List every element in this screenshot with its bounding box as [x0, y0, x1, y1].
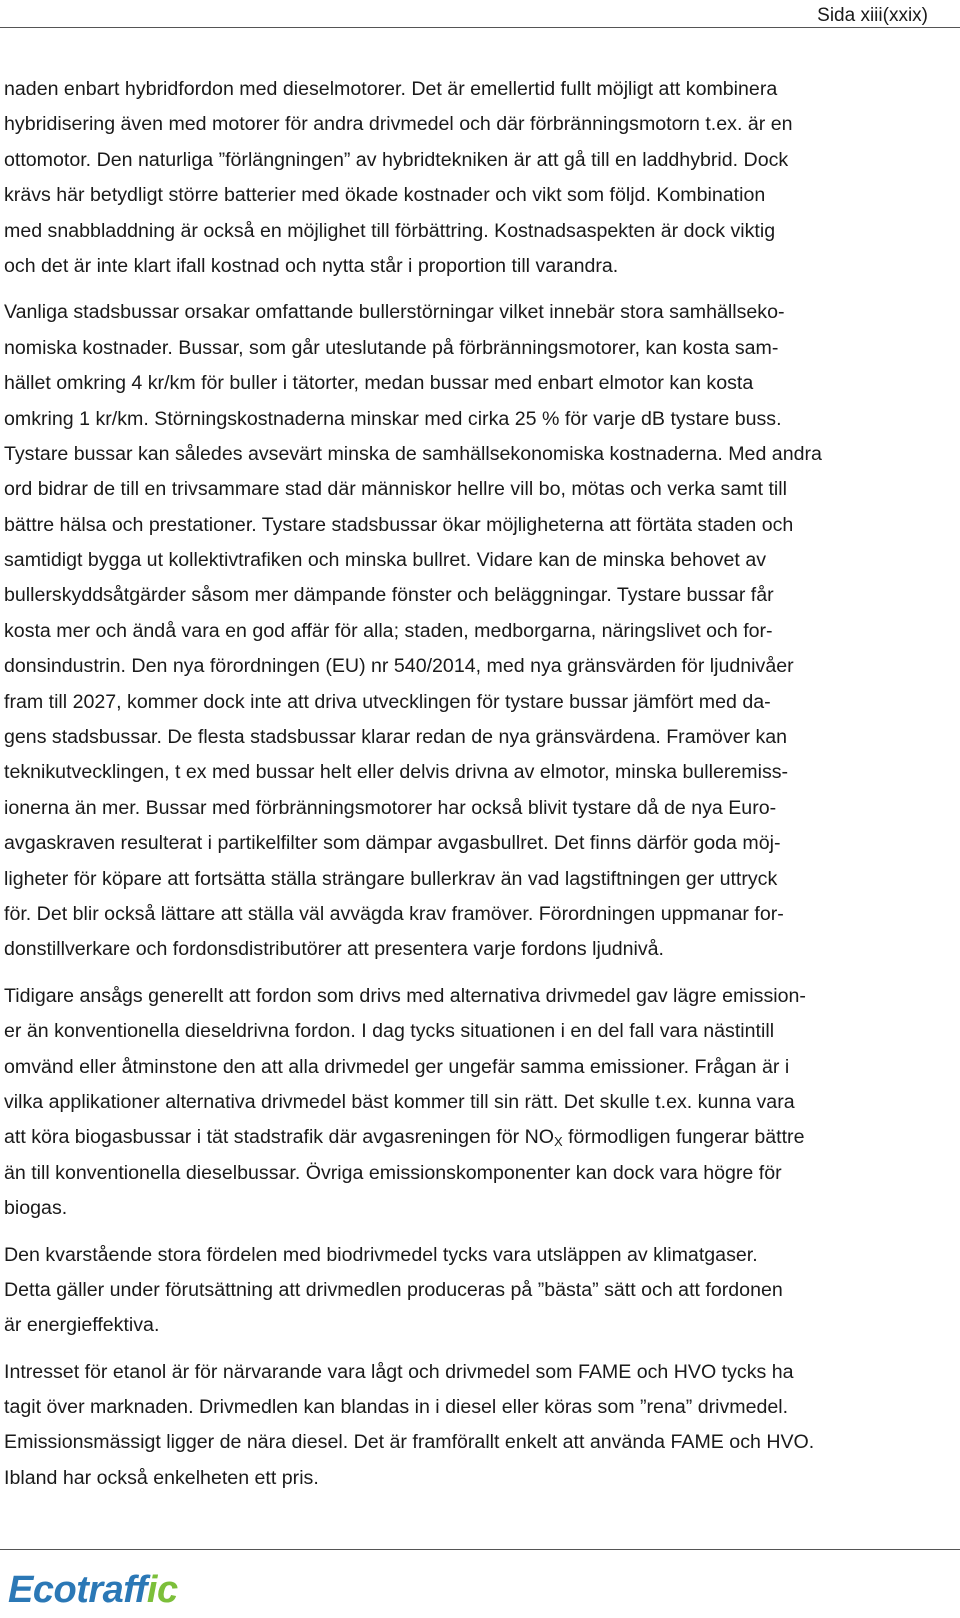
text-line: ionerna än mer. Bussar med förbränningsmotorer har också blivit tystare då de nya Euro- [4, 796, 777, 819]
paragraph-hybrid [4, 72, 956, 284]
text-line: bullerskyddsåtgärder såsom mer dämpande fönster och beläggningar. Tystare bussar får [4, 584, 774, 607]
body-text [4, 72, 956, 1507]
text-line: donstillverkare och fordonsdistributörer att presentera varje fordons ljudnivå. [4, 938, 664, 961]
text-line: Vanliga stadsbussar orsakar omfattande bullerstörningar vilket innebär stora samhällseko- [4, 301, 785, 324]
text-line: biogas. [4, 1197, 68, 1220]
text-line: krävs här betydligt större batterier med ökade kostnader och vikt som följd. Kombination [4, 184, 766, 207]
text-line: ligheter för köpare att fortsätta ställa strängare bullerkrav än vad lagstiftningen ger uttryck [4, 867, 778, 890]
text-line: ottomotor. Den naturliga ”förlängningen” av hybridtekniken är att gå till en laddhybrid. Dock [4, 148, 789, 171]
text-line: Tidigare ansågs generellt att fordon som drivs med alternativa drivmedel gav lägre emission- [4, 984, 806, 1007]
text-line: omvänd eller åtminstone den att alla drivmedel ger ungefär samma emissioner. Frågan är i [4, 1055, 790, 1078]
ecotraffic-logo [8, 1567, 178, 1613]
text-line: vilka applikationer alternativa drivmedel bäst kommer till sin rätt. Det skulle t.ex. kunna vara [4, 1090, 795, 1113]
text-line: nomiska kostnader. Bussar, som går uteslutande på förbränningsmotorer, kan kosta sam- [4, 336, 779, 359]
text-line: samtidigt bygga ut kollektivtrafiken och minska bullret. Vidare kan de minska behovet av [4, 549, 767, 572]
text-line: hybridisering även med motorer för andra drivmedel och där förbränningsmotorn t.ex. är en [4, 113, 793, 136]
text-line: hället omkring 4 kr/km för buller i tätorter, medan bussar med enbart elmotor kan kosta [4, 372, 754, 395]
text-line-nox [4, 1120, 956, 1155]
text-line: Detta gäller under förutsättning att drivmedlen produceras på ”bästa” sätt och att fordonen [4, 1278, 783, 1301]
header-divider [0, 27, 960, 28]
nox-subscript: X [554, 1134, 563, 1150]
text-line: donsindustrin. Den nya förordningen (EU) nr 540/2014, med nya gränsvärden för ljudnivåer [4, 655, 794, 678]
text-line: bättre hälsa och prestationer. Tystare stadsbussar ökar möjligheterna att förtäta staden och [4, 513, 794, 536]
text-line: Tystare bussar kan således avsevärt minska de samhällsekonomiska kostnaderna. Med andra [4, 442, 822, 465]
text-line: teknikutvecklingen, t ex med bussar helt eller delvis drivna av elmotor, minska bulleremiss- [4, 761, 789, 784]
text-line: Den kvarstående stora fördelen med biodrivmedel tycks vara utsläppen av klimatgaser. [4, 1243, 758, 1266]
text-line: avgaskraven resulterat i partikelfilter som dämpar avgasbullret. Det finns därför goda möj- [4, 832, 781, 855]
text-line: naden enbart hybridfordon med dieselmotorer. Det är emellertid fullt möjligt att kombinera [4, 78, 778, 100]
page-number: Sida xiii(xxix) [817, 5, 928, 26]
text-line: fram till 2027, kommer dock inte att driva utvecklingen för tystare bussar jämfört med da- [4, 690, 771, 713]
text-line: Intresset för etanol är för närvarande vara lågt och drivmedel som FAME och HVO tycks ha [4, 1360, 794, 1383]
text-line: Emissionsmässigt ligger de nära diesel. Det är framförallt enkelt att använda FAME och HVO. [4, 1431, 815, 1454]
text-line: är energieffektiva. [4, 1314, 160, 1337]
nox-line-after: förmodligen fungerar bättre [562, 1126, 805, 1149]
nox-line-before: att köra biogasbussar i tät stadstrafik där avgasreningen för NO [4, 1126, 554, 1149]
paragraph-biofuels [4, 1238, 956, 1344]
paragraph-ethanol [4, 1355, 956, 1497]
text-line: och det är inte klart ifall kostnad och nytta står i proportion till varandra. [4, 254, 619, 277]
logo-tail-text: ic [146, 1569, 178, 1611]
paragraph-alternative-fuels [4, 979, 956, 1227]
text-line: Ibland har också enkelheten ett pris. [4, 1466, 319, 1489]
text-line: gens stadsbussar. De flesta stadsbussar klarar redan de nya gränsvärdena. Framöver kan [4, 726, 788, 749]
text-line: för. Det blir också lättare att ställa väl avvägda krav framöver. Förordningen uppmanar for- [4, 902, 784, 925]
text-line: omkring 1 kr/km. Störningskostnaderna minskar med cirka 25 % för varje dB tystare buss. [4, 407, 782, 430]
paragraph-noise [4, 295, 956, 967]
footer-divider [0, 1549, 960, 1550]
logo-main-text: Ecotraff [8, 1569, 147, 1611]
text-line: er än konventionella dieseldrivna fordon. I dag tycks situationen i en del fall vara nästintill [4, 1020, 775, 1043]
text-line: än till konventionella dieselbussar. Övriga emissionskomponenter kan dock vara högre för [4, 1161, 782, 1184]
text-line: ord bidrar de till en trivsammare stad där människor hellre vill bo, mötas och verka samt till [4, 478, 787, 501]
text-line: kosta mer och ändå vara en god affär för alla; staden, medborgarna, näringslivet och for- [4, 619, 773, 642]
text-line: med snabbladdning är också en möjlighet till förbättring. Kostnadsaspekten är dock viktig [4, 219, 776, 242]
text-line: tagit över marknaden. Drivmedlen kan blandas in i diesel eller köras som ”rena” drivmedel. [4, 1396, 789, 1419]
